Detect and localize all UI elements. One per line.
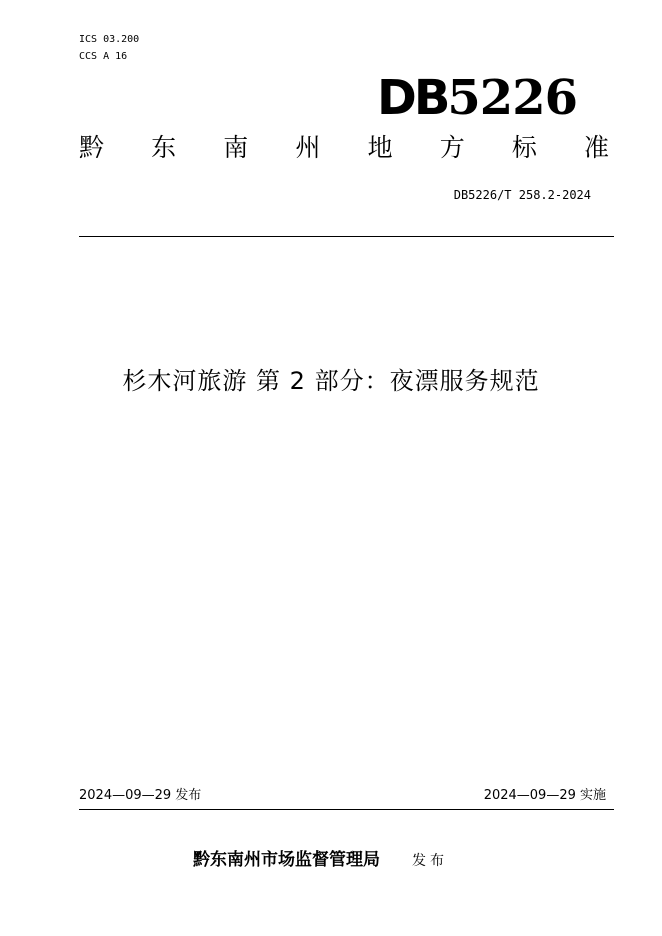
db-logo-number: 5226 bbox=[447, 70, 577, 126]
standard-number: DB5226/T 258.2-2024 bbox=[453, 188, 591, 202]
standard-type-heading bbox=[79, 133, 609, 163]
ccs-code: CCS A 16 bbox=[79, 51, 128, 62]
standard-type-char: 州 bbox=[295, 133, 321, 162]
standard-type-char: 方 bbox=[439, 133, 465, 162]
db-logo-prefix: DB bbox=[376, 70, 448, 126]
db-logo bbox=[377, 70, 577, 126]
standard-type-char: 地 bbox=[367, 133, 393, 162]
issue-label: 发布 bbox=[412, 853, 448, 869]
standard-type-char: 黔 bbox=[79, 133, 105, 162]
standard-type-char: 南 bbox=[223, 133, 249, 162]
standard-type-char: 准 bbox=[583, 133, 609, 162]
publish-date: 2024—09—29 发布 bbox=[79, 788, 202, 803]
issuer-line bbox=[193, 848, 448, 873]
document-title: 杉木河旅游 第 2 部分：夜漂服务规范 bbox=[122, 367, 540, 395]
standard-type-char: 东 bbox=[151, 133, 177, 162]
ics-code: ICS 03.200 bbox=[79, 34, 140, 45]
footer-divider bbox=[79, 809, 614, 810]
issuer-name: 黔东南州市场监督管理局 bbox=[193, 850, 380, 870]
implement-date: 2024—09—29 实施 bbox=[483, 788, 606, 803]
standard-type-char: 标 bbox=[511, 133, 537, 162]
header-divider bbox=[79, 236, 614, 237]
